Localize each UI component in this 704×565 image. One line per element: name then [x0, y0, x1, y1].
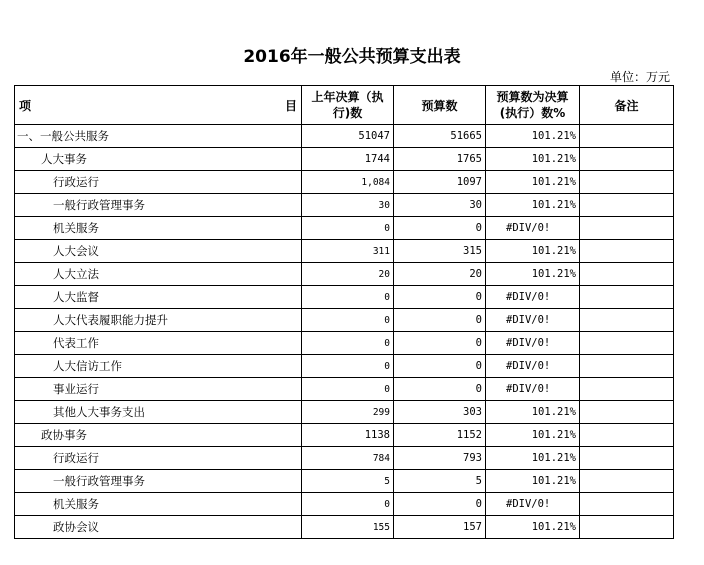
row-note: [580, 240, 674, 263]
table-row: [15, 516, 674, 539]
header-row: [15, 86, 674, 125]
row-budget: 5: [394, 470, 486, 493]
row-ratio: 101.21%: [486, 516, 580, 539]
table-row: [15, 447, 674, 470]
row-note: [580, 447, 674, 470]
row-note: [580, 470, 674, 493]
row-ratio: 101.21%: [486, 447, 580, 470]
table-row: [15, 355, 674, 378]
row-budget: 30: [394, 194, 486, 217]
row-prev: 1744: [302, 148, 394, 171]
row-note: [580, 171, 674, 194]
unit-label: 单位：万元: [609, 70, 670, 84]
row-ratio: 101.21%: [486, 240, 580, 263]
row-budget: 0: [394, 332, 486, 355]
row-budget: 0: [394, 493, 486, 516]
header-ratio: 预算数为决算(执行）数%: [486, 86, 580, 125]
row-ratio: #DIV/0!: [486, 217, 580, 240]
row-prev: 0: [302, 217, 394, 240]
row-name: 一般行政管理事务: [15, 470, 302, 493]
row-budget: 315: [394, 240, 486, 263]
row-prev: 1,084: [302, 171, 394, 194]
row-ratio: #DIV/0!: [486, 355, 580, 378]
row-note: [580, 424, 674, 447]
row-ratio: 101.21%: [486, 401, 580, 424]
row-prev: 784: [302, 447, 394, 470]
row-ratio: #DIV/0!: [486, 378, 580, 401]
row-budget: 0: [394, 217, 486, 240]
row-prev: 51047: [302, 125, 394, 148]
row-note: [580, 286, 674, 309]
row-ratio: 101.21%: [486, 148, 580, 171]
table-row: [15, 217, 674, 240]
row-prev: 5: [302, 470, 394, 493]
row-name: 代表工作: [15, 332, 302, 355]
header-item: [15, 86, 302, 125]
row-name: 政协会议: [15, 516, 302, 539]
row-ratio: #DIV/0!: [486, 286, 580, 309]
row-budget: 20: [394, 263, 486, 286]
row-prev: 0: [302, 309, 394, 332]
row-budget: 1097: [394, 171, 486, 194]
row-name: 行政运行: [15, 447, 302, 470]
row-name: 人大事务: [15, 148, 302, 171]
row-ratio: #DIV/0!: [486, 493, 580, 516]
row-note: [580, 194, 674, 217]
row-note: [580, 125, 674, 148]
row-name: 人大代表履职能力提升: [15, 309, 302, 332]
row-budget: 51665: [394, 125, 486, 148]
row-name: 机关服务: [15, 493, 302, 516]
row-note: [580, 263, 674, 286]
header-note: 备注: [580, 86, 674, 125]
header-item-left: 项: [19, 99, 32, 113]
row-name: 人大监督: [15, 286, 302, 309]
row-name: 行政运行: [15, 171, 302, 194]
row-name: 事业运行: [15, 378, 302, 401]
row-ratio: 101.21%: [486, 263, 580, 286]
row-ratio: #DIV/0!: [486, 332, 580, 355]
row-name: 一、一般公共服务: [15, 125, 302, 148]
row-note: [580, 332, 674, 355]
row-note: [580, 378, 674, 401]
table-row: [15, 401, 674, 424]
row-budget: 0: [394, 286, 486, 309]
table-row: [15, 309, 674, 332]
table-body: [15, 125, 674, 539]
table-row: [15, 171, 674, 194]
row-prev: 0: [302, 332, 394, 355]
table-row: [15, 148, 674, 171]
row-prev: 0: [302, 355, 394, 378]
row-prev: 20: [302, 263, 394, 286]
table-row: [15, 424, 674, 447]
row-note: [580, 309, 674, 332]
row-budget: 1152: [394, 424, 486, 447]
table-row: [15, 240, 674, 263]
row-name: 人大会议: [15, 240, 302, 263]
table-row: [15, 125, 674, 148]
row-prev: 155: [302, 516, 394, 539]
row-name: 一般行政管理事务: [15, 194, 302, 217]
budget-table: [14, 85, 674, 539]
table-row: [15, 470, 674, 493]
row-name: 人大立法: [15, 263, 302, 286]
header-item-right: 目: [284, 99, 297, 113]
row-prev: 0: [302, 493, 394, 516]
table-row: [15, 286, 674, 309]
row-budget: 0: [394, 378, 486, 401]
row-ratio: #DIV/0!: [486, 309, 580, 332]
row-budget: 793: [394, 447, 486, 470]
row-budget: 1765: [394, 148, 486, 171]
header-prev: 上年决算（执行)数: [302, 86, 394, 125]
row-note: [580, 148, 674, 171]
row-note: [580, 401, 674, 424]
row-prev: 30: [302, 194, 394, 217]
header-budget: 预算数: [394, 86, 486, 125]
row-ratio: 101.21%: [486, 171, 580, 194]
row-ratio: 101.21%: [486, 194, 580, 217]
page-title: 2016年一般公共预算支出表: [243, 47, 461, 67]
row-note: [580, 516, 674, 539]
row-note: [580, 493, 674, 516]
row-budget: 157: [394, 516, 486, 539]
row-name: 机关服务: [15, 217, 302, 240]
row-ratio: 101.21%: [486, 470, 580, 493]
row-budget: 303: [394, 401, 486, 424]
row-note: [580, 217, 674, 240]
row-name: 政协事务: [15, 424, 302, 447]
row-budget: 0: [394, 355, 486, 378]
table-row: [15, 493, 674, 516]
row-note: [580, 355, 674, 378]
row-name: 其他人大事务支出: [15, 401, 302, 424]
table-row: [15, 263, 674, 286]
row-prev: 1138: [302, 424, 394, 447]
table-row: [15, 332, 674, 355]
row-ratio: 101.21%: [486, 125, 580, 148]
row-prev: 311: [302, 240, 394, 263]
row-budget: 0: [394, 309, 486, 332]
table-row: [15, 194, 674, 217]
row-name: 人大信访工作: [15, 355, 302, 378]
table-row: [15, 378, 674, 401]
row-prev: 0: [302, 378, 394, 401]
row-prev: 299: [302, 401, 394, 424]
row-prev: 0: [302, 286, 394, 309]
row-ratio: 101.21%: [486, 424, 580, 447]
